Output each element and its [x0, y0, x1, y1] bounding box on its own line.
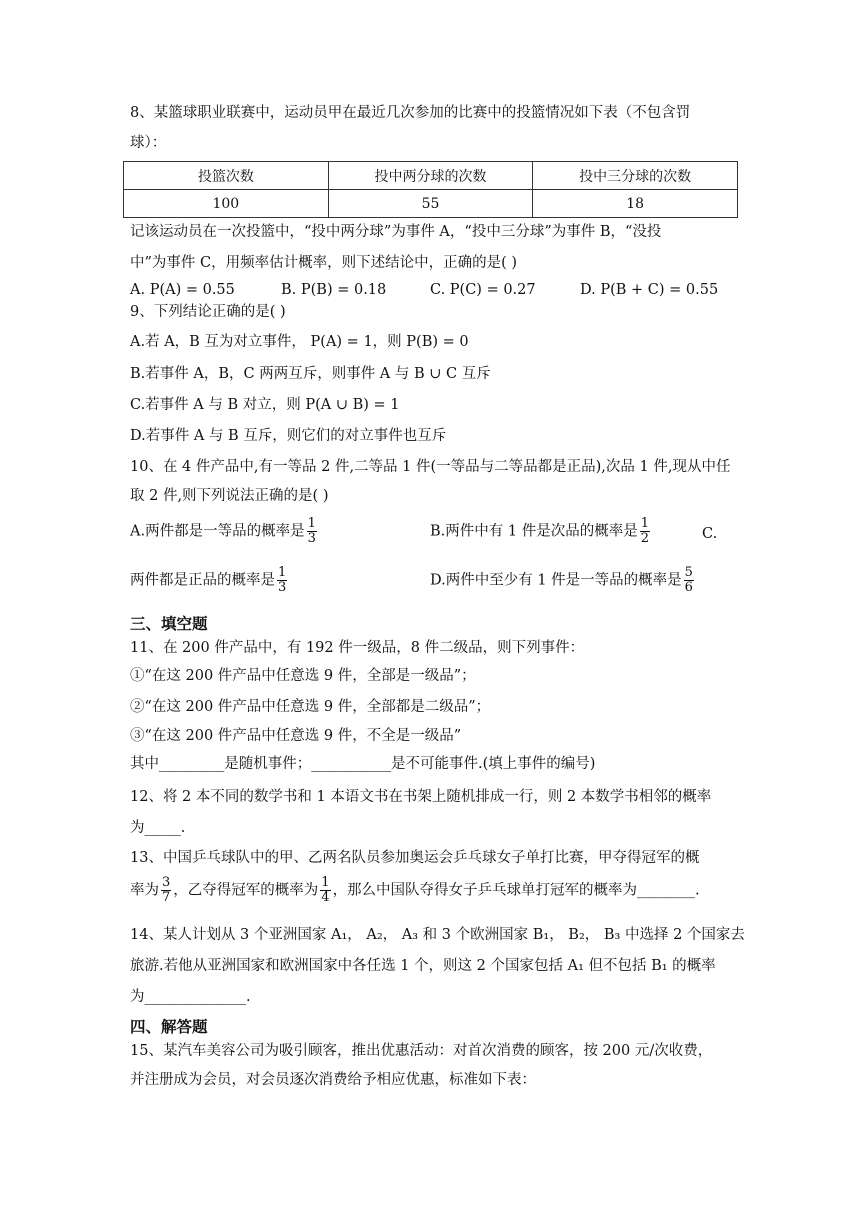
fraction-numerator: 5 [684, 565, 693, 580]
q10-option-b [430, 517, 652, 546]
q11-line-5: 其中_________是随机事件；___________是不可能事件.(填上事件的编号) [130, 756, 596, 772]
q8-line-3: 记该运动员在一次投篮中，“投中两分球”为事件 A，“投中三分球”为事件 B，“没投 [130, 224, 662, 240]
table-header-row [124, 162, 738, 190]
table-cell: 100 [124, 190, 329, 218]
q13-fraction-2 [320, 876, 330, 905]
q11-item-1: ①“在这 200 件产品中任意选 9 件，全部是一级品”； [130, 668, 476, 684]
fraction-numerator: 1 [640, 516, 649, 531]
q10-option-d-text: D.两件中至少有 1 件是一等品的概率是 [430, 572, 682, 589]
q15-line-1: 15、某汽车美容公司为吸引顾客，推出优惠活动：对首次消费的顾客，按 200 元/次收费， [130, 1043, 713, 1059]
q11-item-2: ②“在这 200 件产品中任意选 9 件，全部都是二级品”； [130, 699, 491, 715]
table-cell: 18 [533, 190, 738, 218]
q10-option-a [130, 517, 319, 546]
fraction-denominator: 3 [278, 580, 287, 595]
q9-option-d: D.若事件 A 与 B 互斥，则它们的对立事件也互斥 [130, 428, 447, 444]
q12-line-1: 12、将 2 本不同的数学书和 1 本语文书在书架上随机排成一行，则 2 本数学书相邻的概率 [130, 789, 712, 805]
q10-option-c [130, 566, 289, 595]
table-header-cell: 投中三分球的次数 [533, 162, 738, 190]
q12-line-2: 为_____. [130, 820, 186, 836]
q13-text-part-2: ，乙夺得冠军的概率为 [173, 882, 319, 899]
fraction-numerator: 3 [162, 875, 171, 890]
fraction-denominator: 6 [684, 580, 693, 595]
q10-option-d [430, 566, 696, 595]
fraction-numerator: 1 [278, 565, 287, 580]
q10-option-c-fraction [277, 566, 287, 595]
table-row [124, 190, 738, 218]
q8-line-4: 中”为事件 C，用频率估计概率，则下述结论中，正确的是( ) [130, 255, 518, 271]
q14-line-3: 为______________. [130, 989, 251, 1005]
q13-line-2 [130, 876, 700, 905]
q10-option-c-label: C. [702, 526, 718, 542]
q8-line-1: 8、某篮球职业联赛中，运动员甲在最近几次参加的比赛中的投篮情况如下表（不包含罚 [130, 105, 691, 121]
q13-line-1: 13、中国乒乓球队中的甲、乙两名队员参加奥运会乒乓球女子单打比赛，甲夺得冠军的概 [130, 850, 700, 866]
q13-text-part-1: 率为 [130, 882, 159, 899]
q9-option-a: A.若 A，B 互为对立事件， P(A) = 1，则 P(B) = 0 [130, 334, 469, 350]
q8-option-a: A. P(A) = 0.55 [130, 282, 235, 298]
q13-fraction-1 [161, 876, 171, 905]
q8-option-d: D. P(B + C) = 0.55 [580, 282, 719, 298]
q15-line-2: 并注册成为会员，对会员逐次消费给予相应优惠，标准如下表： [130, 1072, 536, 1088]
shooting-table [123, 161, 738, 218]
fraction-numerator: 1 [307, 516, 316, 531]
q14-line-2: 旅游.若他从亚洲国家和欧洲国家中各任选 1 个，则这 2 个国家包括 A₁ 但不包括 B₁ 的概率 [130, 958, 716, 974]
table-cell: 55 [328, 190, 533, 218]
q10-option-c-text: 两件都是正品的概率是 [130, 572, 275, 589]
q9-stem: 9、下列结论正确的是( ) [130, 304, 286, 320]
q10-line-1: 10、在 4 件产品中,有一等品 2 件,二等品 1 件(一等品与二等品都是正品),次品 1 件,现从中任 [130, 459, 731, 475]
section-heading-solutions: 四、解答题 [130, 1018, 208, 1036]
q14-line-1: 14、某人计划从 3 个亚洲国家 A₁， A₂， A₃ 和 3 个欧洲国家 B₁， B₂， B₃ 中选择 2 个国家去 [130, 927, 745, 943]
q8-option-b: B. P(B) = 0.18 [281, 282, 387, 298]
table-header-cell: 投中两分球的次数 [328, 162, 533, 190]
q13-text-part-3: ，那么中国队夺得女子乒乓球单打冠军的概率为________. [332, 882, 700, 899]
table-header-cell: 投篮次数 [124, 162, 329, 190]
q10-option-a-text: A.两件都是一等品的概率是 [130, 523, 305, 540]
q9-option-b: B.若事件 A，B，C 两两互斥，则事件 A 与 B ∪ C 互斥 [130, 366, 491, 382]
fraction-numerator: 1 [321, 875, 330, 890]
q10-option-b-text: B.两件中有 1 件是次品的概率是 [430, 523, 638, 540]
q8-option-c: C. P(C) = 0.27 [430, 282, 536, 298]
fraction-denominator: 7 [162, 890, 171, 905]
q11-line-1: 11、在 200 件产品中，有 192 件一级品，8 件二级品，则下列事件： [130, 640, 585, 656]
q11-item-3: ③“在这 200 件产品中任意选 9 件，不全是一级品” [130, 728, 462, 744]
fraction-denominator: 2 [640, 531, 649, 546]
fraction-denominator: 3 [307, 531, 316, 546]
q10-option-a-fraction [307, 517, 317, 546]
section-heading-fill-in: 三、填空题 [130, 615, 208, 633]
q10-option-b-fraction [640, 517, 650, 546]
q10-option-d-fraction [684, 566, 694, 595]
q9-option-c: C.若事件 A 与 B 对立，则 P(A ∪ B) = 1 [130, 397, 400, 413]
q8-line-2: 球）： [130, 135, 167, 151]
q10-line-2: 取 2 件,则下列说法正确的是( ) [130, 488, 329, 504]
fraction-denominator: 4 [321, 890, 330, 905]
